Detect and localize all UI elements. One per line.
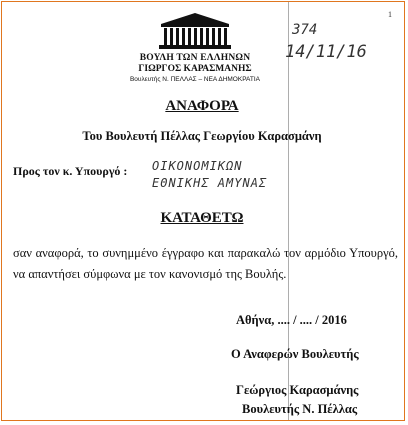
document-subtitle: Του Βουλευτή Πέλλας Γεωργίου Καρασμάνη <box>82 129 322 143</box>
signature-name: Γεώργιος Καρασμάνης <box>236 383 359 397</box>
recipient-label: Προς τον κ. Υπουργό : <box>13 164 128 178</box>
handwritten-ministry-1: ΟΙΚΟΝΟΜΙΚΩΝ <box>152 159 243 173</box>
place-date: Αθήνα, .... / .... / 2016 <box>236 313 347 327</box>
parliament-name: ΒΟΥΛΗ ΤΩΝ ΕΛΛΗΝΩΝ <box>139 53 251 63</box>
document-title: ΑΝΑΦΟΡΑ <box>165 98 239 114</box>
depose-heading: ΚΑΤΑΘΕΤΩ <box>160 210 244 226</box>
mp-party-header: Βουλευτής Ν. ΠΕΛΛΑΣ – ΝΕΑ ΔΗΜΟΚΡΑΤΙΑ <box>129 76 261 83</box>
mp-name-header: ΓΙΩΡΓΟΣ ΚΑΡΑΣΜΑΝΗΣ <box>138 64 252 74</box>
body-paragraph: σαν αναφορά, το συνημμένο έγγραφο και παρακαλώ τον αρμόδιο Υπουργό, να απαντήσει σύμφωνα με τον κανονισμό της Βουλής. <box>13 246 398 281</box>
handwritten-date: 14/11/16 <box>285 42 367 62</box>
signature-title: Ο Αναφερών Βουλευτής <box>231 347 359 361</box>
parliament-building-logo <box>155 10 235 50</box>
handwritten-ministry-2: ΕΘΝΙΚΗΣ ΑΜΥΝΑΣ <box>152 176 268 190</box>
page-number: 1 <box>388 10 392 19</box>
handwritten-protocol-number: 374 <box>292 22 318 38</box>
signature-role: Βουλευτής Ν. Πέλλας <box>242 402 358 416</box>
document-page <box>1 1 405 421</box>
